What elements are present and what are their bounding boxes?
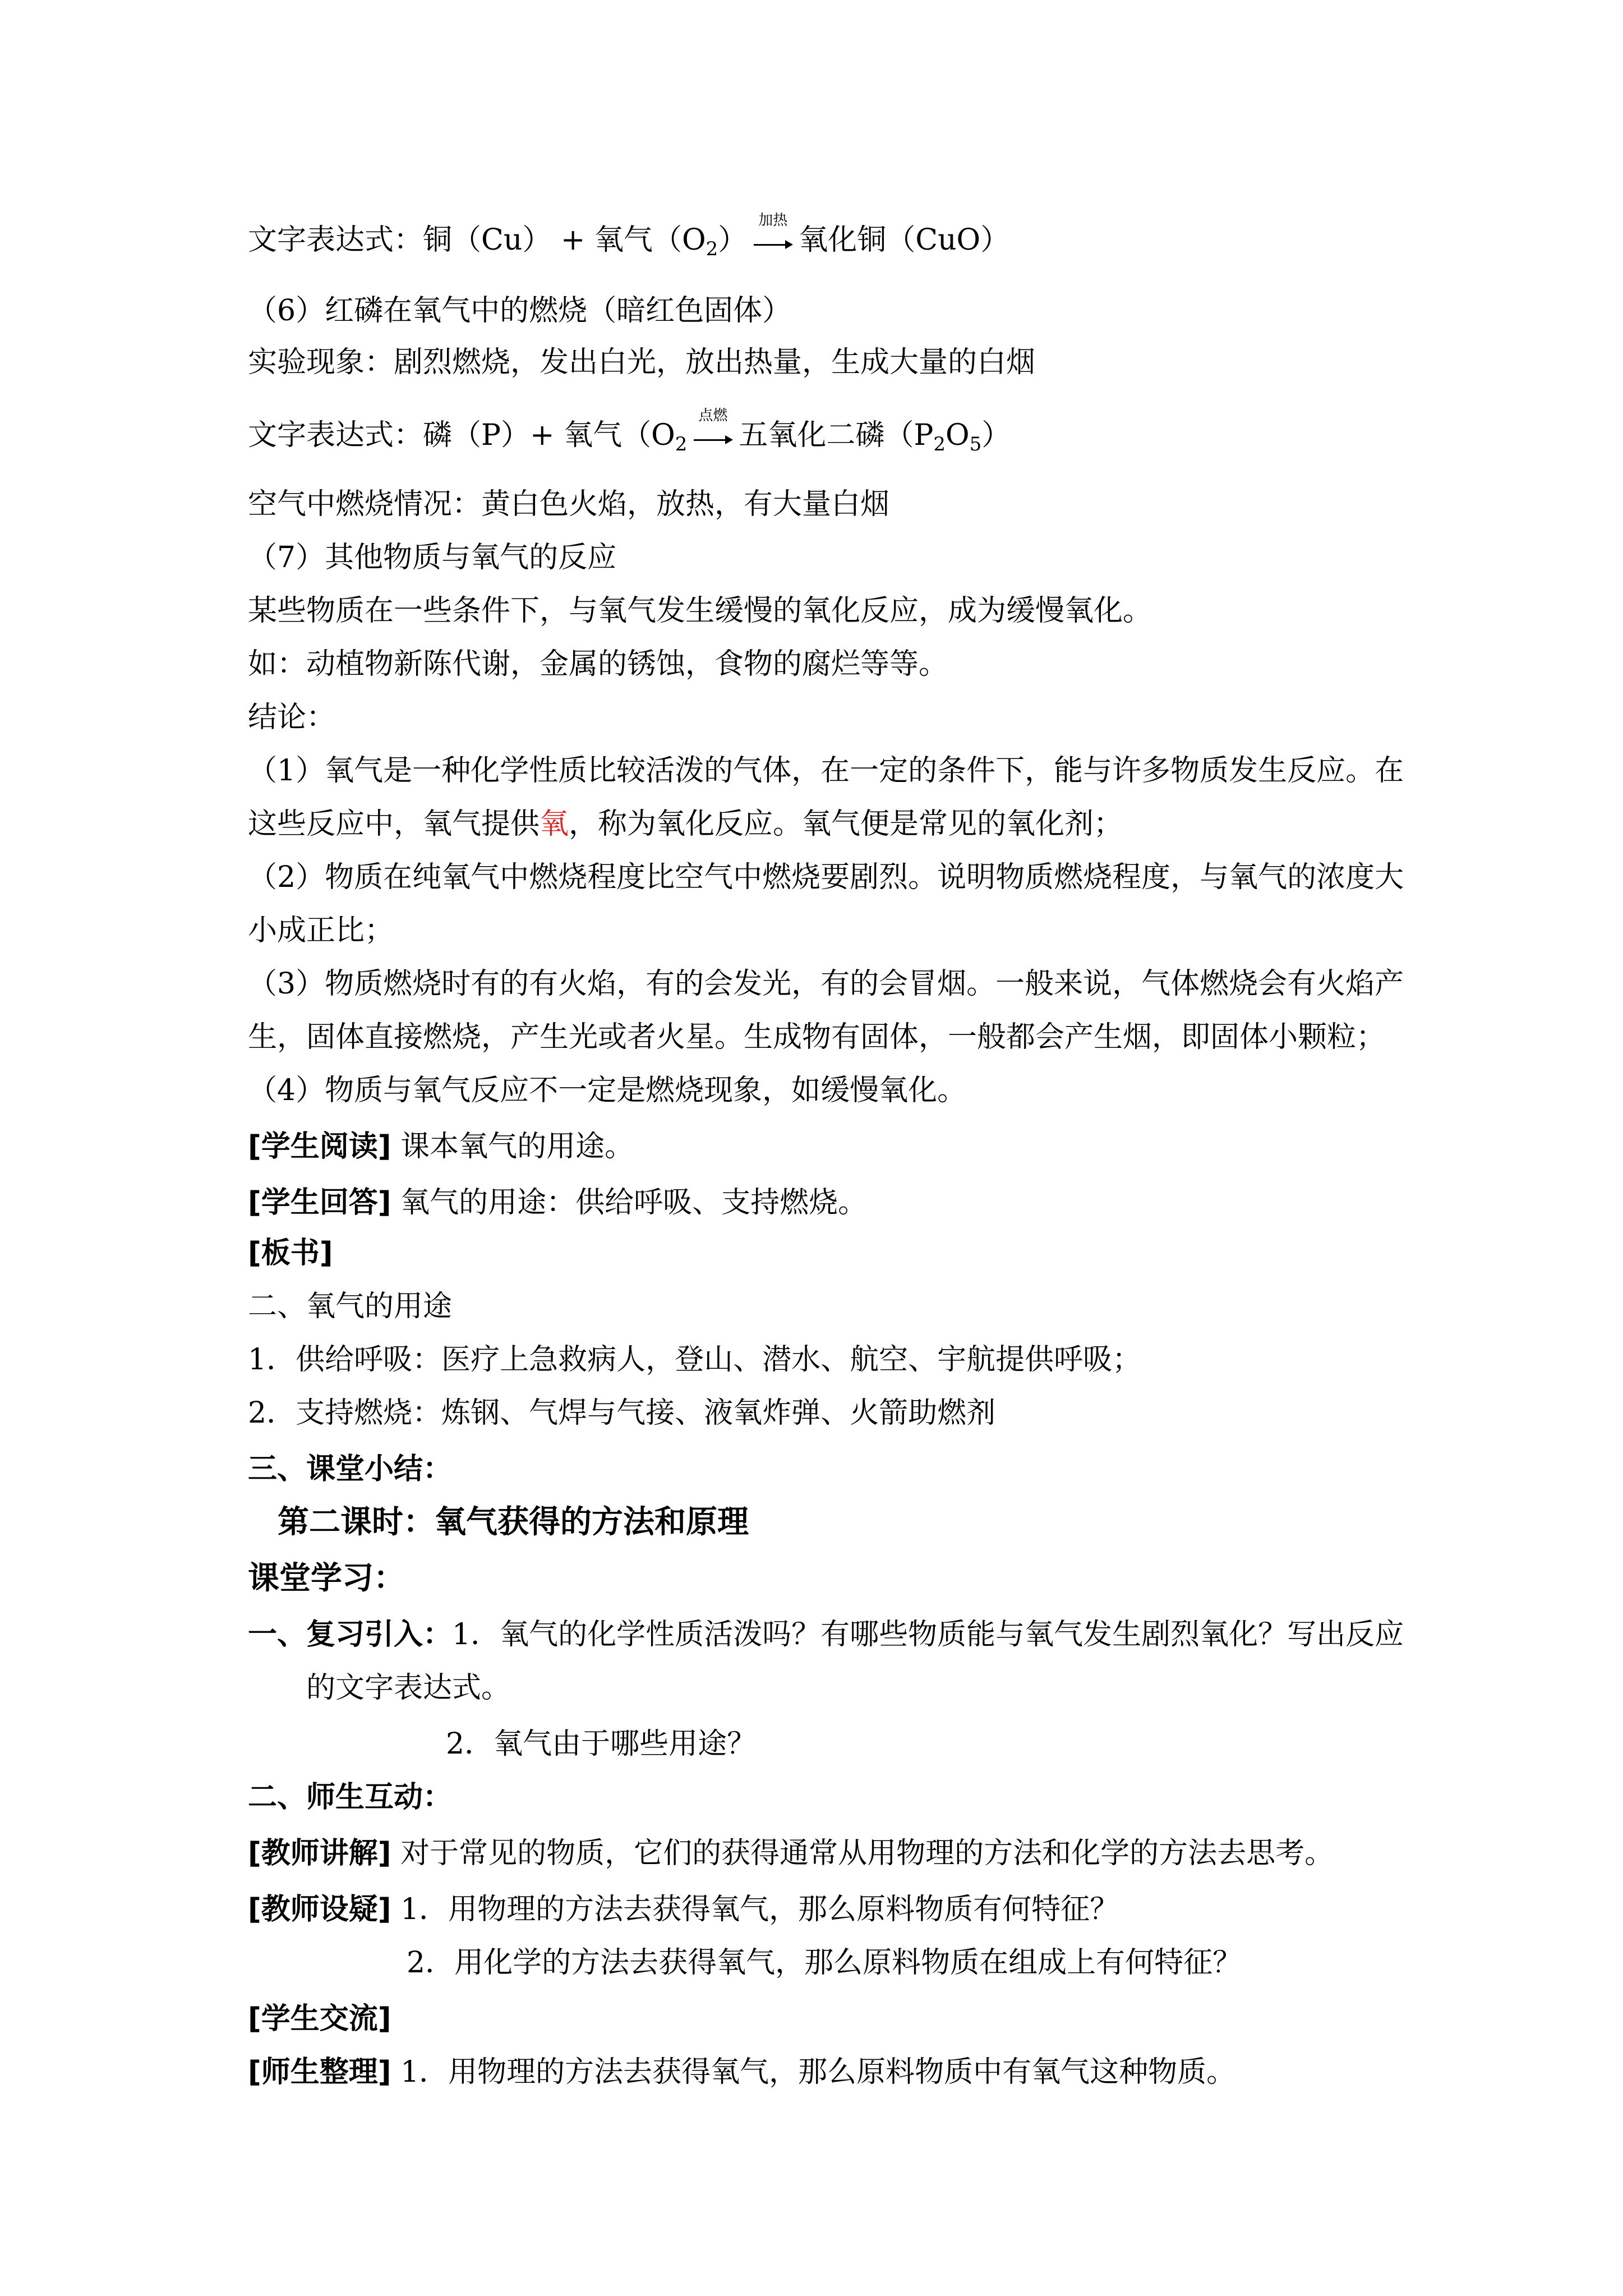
conclusion-1-line1: （1）氧气是一种化学性质比较活泼的气体，在一定的条件下，能与许多物质发生反应。在 bbox=[248, 754, 1404, 788]
student-answer-tag: [学生回答] bbox=[248, 1186, 391, 1220]
experiment-phenomenon: 实验现象：剧烈燃烧，发出白光，放出热量，生成大量的白烟 bbox=[248, 346, 1036, 379]
oxygen-symbol: O bbox=[681, 223, 706, 257]
class-summary: 三、课堂小结： bbox=[248, 1452, 453, 1486]
text-segment: 这些反应中，氧气提供 bbox=[248, 807, 540, 841]
conclusion-2-line2: 小成正比； bbox=[248, 914, 394, 947]
oxygen-subscript: 2 bbox=[706, 238, 718, 260]
review-question-2: 2．氧气由于哪些用途？ bbox=[446, 1727, 757, 1761]
class-study-heading: 课堂学习： bbox=[248, 1560, 405, 1596]
teacher-question-2: 2．用化学的方法去获得氧气，那么原料物质在组成上有何特征？ bbox=[407, 1946, 1242, 1980]
equation-label: 文字表达式：磷（P）+ 氧气（ bbox=[248, 418, 652, 452]
reactant-oxygen: 氧气（ bbox=[594, 223, 682, 257]
conclusion-2-line1: （2）物质在纯氧气中燃烧程度比空气中燃烧要剧烈。说明物质燃烧程度，与氧气的浓度大 bbox=[248, 861, 1404, 894]
conclusion-4: （4）物质与氧气反应不一定是燃烧现象，如缓慢氧化。 bbox=[248, 1074, 967, 1107]
student-answer-text: 氧气的用途：供给呼吸、支持燃烧。 bbox=[400, 1186, 868, 1220]
plus-sign: + bbox=[551, 223, 594, 257]
blackboard-heading: [板书] bbox=[248, 1236, 333, 1270]
product-copper-oxide: 氧化铜（CuO） bbox=[799, 223, 1010, 257]
student-reading bbox=[248, 1129, 634, 1165]
product-phosphorus-pentoxide: 五氧化二磷（P bbox=[739, 418, 934, 452]
paren-close: ） bbox=[718, 223, 748, 257]
conclusion-3-line1: （3）物质燃烧时有的有火焰，有的会发光，有的会冒烟。一般来说，气体燃烧会有火焰产 bbox=[248, 967, 1404, 1001]
teacher-student-sort-tag: [师生整理] bbox=[248, 2055, 391, 2089]
reaction-condition: 加热 bbox=[758, 212, 788, 229]
highlighted-word: 氧 bbox=[540, 807, 569, 841]
slow-oxidation-example: 如：动植物新陈代谢，金属的锈蚀，食物的腐烂等等。 bbox=[248, 647, 948, 681]
teacher-student-sort-text: 1．用物理的方法去获得氧气，那么原料物质中有氧气这种物质。 bbox=[400, 2055, 1236, 2089]
lesson-2-title: 第二课时：氧气获得的方法和原理 bbox=[278, 1504, 749, 1540]
student-reading-text: 课本氧气的用途。 bbox=[400, 1130, 634, 1163]
teacher-question bbox=[248, 1892, 1119, 1927]
text-segment: ，称为氧化反应。氧气便是常见的氧化剂； bbox=[569, 807, 1123, 841]
reactant-copper: 铜（ bbox=[423, 223, 482, 257]
paren-close: ） bbox=[981, 418, 1011, 452]
use-item-1: 1．供给呼吸：医疗上急救病人，登山、潜水、航空、宇航提供呼吸； bbox=[248, 1343, 1142, 1377]
reaction-condition: 点燃 bbox=[698, 407, 728, 424]
section-red-phosphorus: （6）红磷在氧气中的燃烧（暗红色固体） bbox=[248, 294, 792, 328]
teacher-explain-tag: [教师讲解] bbox=[248, 1837, 391, 1870]
equation-label: 文字表达式： bbox=[248, 223, 423, 257]
interaction-heading: 二、师生互动： bbox=[248, 1780, 453, 1814]
copper-symbol: Cu bbox=[481, 223, 523, 257]
phosphorus-subscript: 2 bbox=[933, 433, 946, 455]
student-exchange: [学生交流] bbox=[248, 2002, 391, 2036]
oxygen-subscript-5: 5 bbox=[969, 433, 982, 455]
conclusion-3-line2: 生，固体直接燃烧，产生光或者火星。生成物有固体，一般都会产生烟，即固体小颗粒； bbox=[248, 1020, 1386, 1054]
air-burning: 空气中燃烧情况：黄白色火焰，放热，有大量白烟 bbox=[248, 487, 890, 521]
phosphorus-equation-line bbox=[248, 407, 1011, 455]
uses-title: 二、氧气的用途 bbox=[248, 1290, 453, 1323]
teacher-student-sort bbox=[248, 2054, 1235, 2090]
teacher-question-tag: [教师设疑] bbox=[248, 1893, 391, 1926]
student-answer bbox=[248, 1185, 867, 1221]
student-reading-tag: [学生阅读] bbox=[248, 1130, 391, 1163]
conclusion-1-line2 bbox=[248, 806, 1123, 842]
oxygen-symbol: O bbox=[651, 418, 675, 452]
copper-equation-line bbox=[248, 212, 1010, 260]
review-intro bbox=[248, 1617, 1404, 1653]
conclusion-heading: 结论： bbox=[248, 701, 336, 734]
review-question-1: 1．氧气的化学性质活泼吗？有哪些物质能与氧气发生剧烈氧化？写出反应 bbox=[452, 1618, 1404, 1651]
slow-oxidation: 某些物质在一些条件下，与氧气发生缓慢的氧化反应，成为缓慢氧化。 bbox=[248, 594, 1152, 628]
teacher-explain-text: 对于常见的物质，它们的获得通常从用物理的方法和化学的方法去思考。 bbox=[400, 1837, 1334, 1870]
section-other-reactions: （7）其他物质与氧气的反应 bbox=[248, 541, 617, 574]
teacher-question-1: 1．用物理的方法去获得氧气，那么原料物质有何特征？ bbox=[400, 1893, 1119, 1926]
review-intro-tag: 一、复习引入： bbox=[248, 1618, 453, 1651]
reaction-arrow-icon bbox=[693, 407, 733, 447]
paren-close: ） bbox=[522, 223, 552, 257]
teacher-explain bbox=[248, 1835, 1334, 1871]
use-item-2: 2．支持燃烧：炼钢、气焊与气接、液氧炸弹、火箭助燃剂 bbox=[248, 1396, 996, 1430]
review-question-1-cont: 的文字表达式。 bbox=[306, 1671, 511, 1705]
reaction-arrow-icon bbox=[753, 212, 793, 252]
oxygen-subscript: 2 bbox=[675, 433, 688, 455]
product-oxygen-symbol: O bbox=[946, 418, 970, 452]
